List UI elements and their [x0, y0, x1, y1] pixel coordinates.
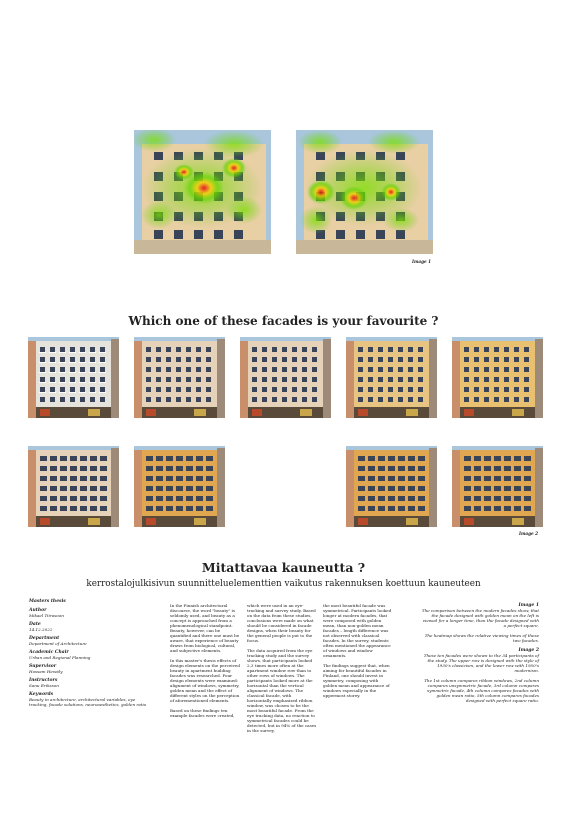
meta-value: Department of Architecture: [29, 641, 87, 646]
note-text: The comparison between the modern facades show, that the facade designed with golden mean on the left is viewed for a longer time, than the facade designed with a perfect square.: [421, 608, 539, 628]
page-subtitle: kerrostalojulkisivun suunnitteluelementtien vaikutus rakennuksen koettuun kauneuteen: [86, 579, 481, 589]
meta-value: 14.12.2022: [29, 627, 53, 632]
abstract-column-2: [247, 603, 317, 738]
paragraph: In this master's thesis effects of design elements on the perceived beauty in apartment building facades was researched. Four design elements were examined: alignment of windows, symmetry, golden mean and the effect of different styles on the perception of aforementioned elements.: [170, 658, 240, 703]
meta-label: Department: [29, 636, 60, 641]
meta-label: Author: [29, 608, 47, 613]
meta-label: Masters thesis: [29, 599, 66, 604]
paragraph: the most beautiful facade was symmetrical. Participants looked longer at modern facades, that were composed with golden mean, than non-golden mean facades – length difference was not observed with classical facades. In the survey, students often mentioned the appearance of windows and window ornaments.: [323, 603, 392, 658]
facade-thumbnail[interactable]: [346, 446, 437, 527]
facade-thumbnail[interactable]: [134, 446, 225, 527]
facade-thumbnail[interactable]: [346, 337, 437, 418]
meta-label: Supervisor: [29, 664, 57, 669]
paragraph: The findings suggest that, when aiming for beautiful facades in Finland, one should invest in symmetry, composing with golden mean and appearance of windows especially in the uppermost storey.: [323, 663, 390, 698]
paragraph: The data acquired from the eye tracking study and the survey shows, that participants looked 2,3 times more often at the apartment window row than to other rows of windows. The participants looked more at the horizontal than the vertical alignment of windows. The classical facade, with horizontally emphasized ribbon window, was chosen to be the most beautiful facade. From the eye tracking data, no reaction to symmetrical facades could be detected, but in 94% of the cases in the survey,: [247, 648, 317, 733]
facade-thumbnail[interactable]: [28, 337, 119, 418]
meta-value: Sanu Eriksson: [29, 683, 59, 688]
meta-label: Academic Chair: [29, 650, 69, 655]
question-heading: Which one of these facades is your favourite ?: [128, 314, 439, 328]
meta-label: Instructors: [29, 678, 58, 683]
note-heading: Image 2: [518, 648, 539, 653]
facade-thumbnail[interactable]: [28, 446, 119, 527]
note-text: These ten facades were shown to the 34 participants of the study. The upper row is designed with the style of 1930's classicism, and the lower row with 1950's modernism.: [423, 653, 539, 673]
paragraph: In the Finnish architectural discourse, the word "beauty" is seldomly used, and beauty as a concept is approached from a phenomenological standpoint. Beauty, however, can be quantified and there one must be aware, that experience of beauty draws from biological, cultural, and subjective elements.: [170, 603, 240, 653]
facade-thumbnail[interactable]: [134, 337, 225, 418]
note-heading: Image 1: [518, 603, 539, 608]
meta-value: Mikael Tiirasoon: [29, 613, 64, 618]
meta-value: Urban and Regional Planning: [29, 655, 91, 660]
abstract-column-1: [170, 603, 240, 723]
meta-label: Keywords: [29, 692, 54, 697]
facade-thumbnail[interactable]: [452, 446, 543, 527]
facade-thumbnail[interactable]: [452, 337, 543, 418]
heatmap-facade-left: [134, 130, 271, 254]
image2-caption: Image 2: [519, 531, 539, 536]
image-notes-column: [420, 603, 539, 708]
note-text: The 1st column compares ribbon windows, 2nd column compares unsymmetric facade, 3rd column compares symmetric facade, 4th column compares facades with golden mean ratio, 5th column compares facades designed with perfect square ratio.: [424, 678, 539, 703]
meta-value: Beauty in architecture, architectural variables, eye tracking, facade solutions, neuroaesthetics, golden ratio: [29, 697, 147, 707]
heatmap-facade-right: [296, 130, 433, 254]
abstract-column-3: [323, 603, 393, 703]
paragraph: Based on these findings ten example facades were created,: [170, 708, 235, 718]
facade-thumbnail[interactable]: [240, 337, 331, 418]
note-text: The heatmap shows the relative viewing times of these two facades.: [424, 633, 539, 643]
meta-value: Hossam Hewidy: [29, 669, 63, 674]
paragraph: which were used in an eye-tracking and survey study. Based on the data from these studies, conclusions were made on what should be considered in facade designs, when their beauty for the general people is put to the focus.: [247, 603, 316, 643]
image1-caption: Image 1: [412, 259, 432, 264]
meta-label: Date: [29, 622, 41, 627]
page-title: Mitattavaa kauneutta ?: [201, 560, 366, 575]
meta-column: [29, 599, 154, 707]
